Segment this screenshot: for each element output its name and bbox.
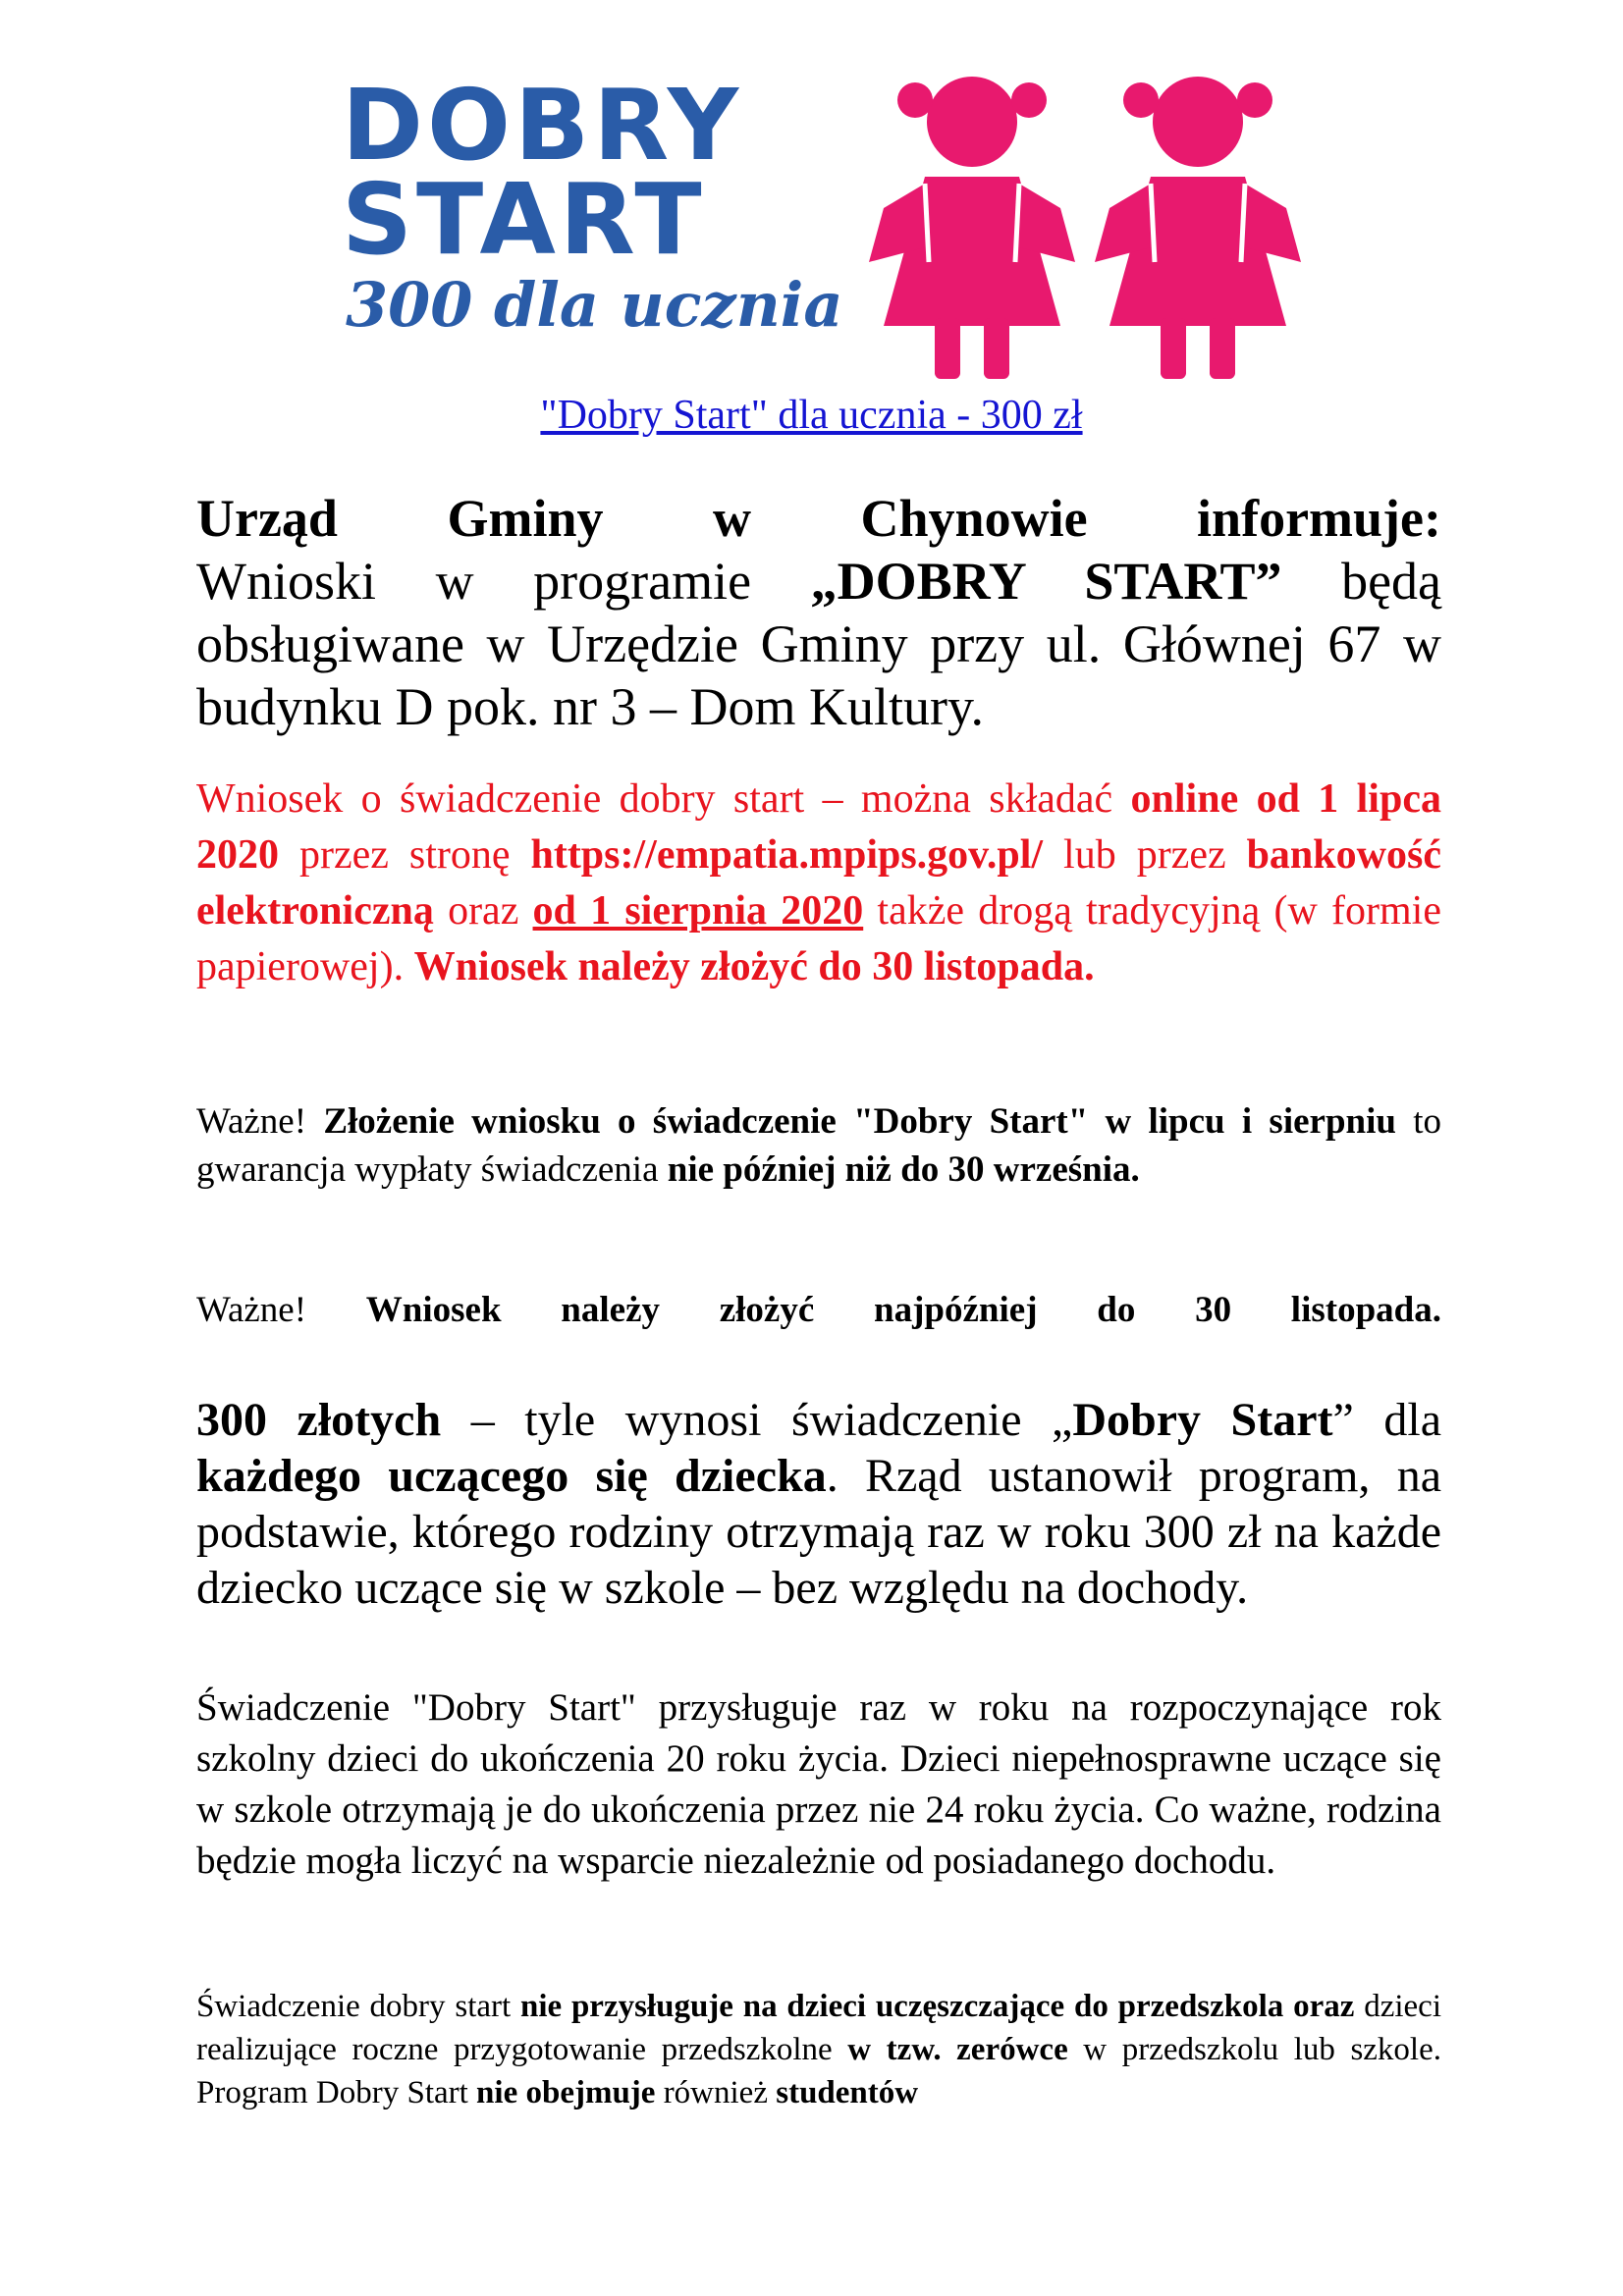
important-note-payment: Ważne! Złożenie wniosku o świadczenie "Dobry Start" w lipcu i sierpniu to gwarancja wypłaty świadczenia nie później niż do 30 września. (196, 1101, 1442, 1190)
dobry-start-logo (334, 61, 1316, 385)
exclusions-info: Świadczenie dobry start nie przysługuje na dzieci uczęszczające do przedszkola oraz dzieci realizujące roczne przygotowanie przedszkolne w tzw. zerówce w przedszkolu lub szkole. Program Dobry Start nie obejmuje również studentów (196, 1989, 1441, 2110)
title-link[interactable]: "Dobry Start" dla ucznia - 300 zł (540, 393, 1083, 438)
logo-line-dobry: DOBRY (342, 68, 743, 183)
office-announcement: Urząd Gminy w Chynowie informuje: Wnioski w programie „DOBRY START” będą obsługiwane w Urzędzie Gminy przy ul. Głównej 67 w budynku D pok. nr 3 – Dom Kultury. (196, 489, 1441, 736)
eligibility-info: Świadczenie "Dobry Start" przysługuje raz w roku na rozpoczynające rok szkolny dzieci do ukończenia 20 roku życia. Dzieci niepełnosprawne uczące się w szkole otrzymają je do ukończenia przez nie 24 roku życia. Co ważne, rodzina będzie mogła liczyć na wsparcie niezależnie od posiadanego dochodu. (196, 1686, 1441, 1882)
girl-figure-icon (869, 77, 1075, 379)
announcement-lead: Urząd Gminy w Chynowie informuje: (196, 489, 1441, 548)
page-title (0, 391, 1623, 440)
deadline-note: Wniosek należy złożyć do 30 listopada. (413, 944, 1095, 989)
application-info: Wniosek o świadczenie dobry start – można składać online od 1 lipca 2020 przez stronę https://empatia.mpips.gov.pl/ lub przez bankowość elektroniczną oraz od 1 sierpnia 2020 także drogą tradycyjną (w formie papierowej). Wniosek należy złożyć do 30 listopada. (196, 776, 1441, 989)
girl-figure-icon (1095, 77, 1301, 379)
children-figures-icon (864, 61, 1316, 385)
empatia-url: https://empatia.mpips.gov.pl/ (530, 832, 1044, 878)
benefit-amount-info: 300 złotych – tyle wynosi świadczenie „Dobry Start” dla każdego uczącego się dziecka. Rząd ustanowił program, na podstawie, którego rodziny otrzymają raz w roku 300 zł na każde dziecko uczące się w szkole – bez względu na dochody. (196, 1394, 1442, 1614)
logo-wordmark (334, 61, 884, 385)
logo-line-start: START (342, 162, 706, 277)
logo-tagline: 300 dla ucznia (346, 269, 843, 341)
important-note-deadline: Ważne! Wniosek należy złożyć najpóźniej do 30 listopada. (196, 1290, 1441, 1330)
